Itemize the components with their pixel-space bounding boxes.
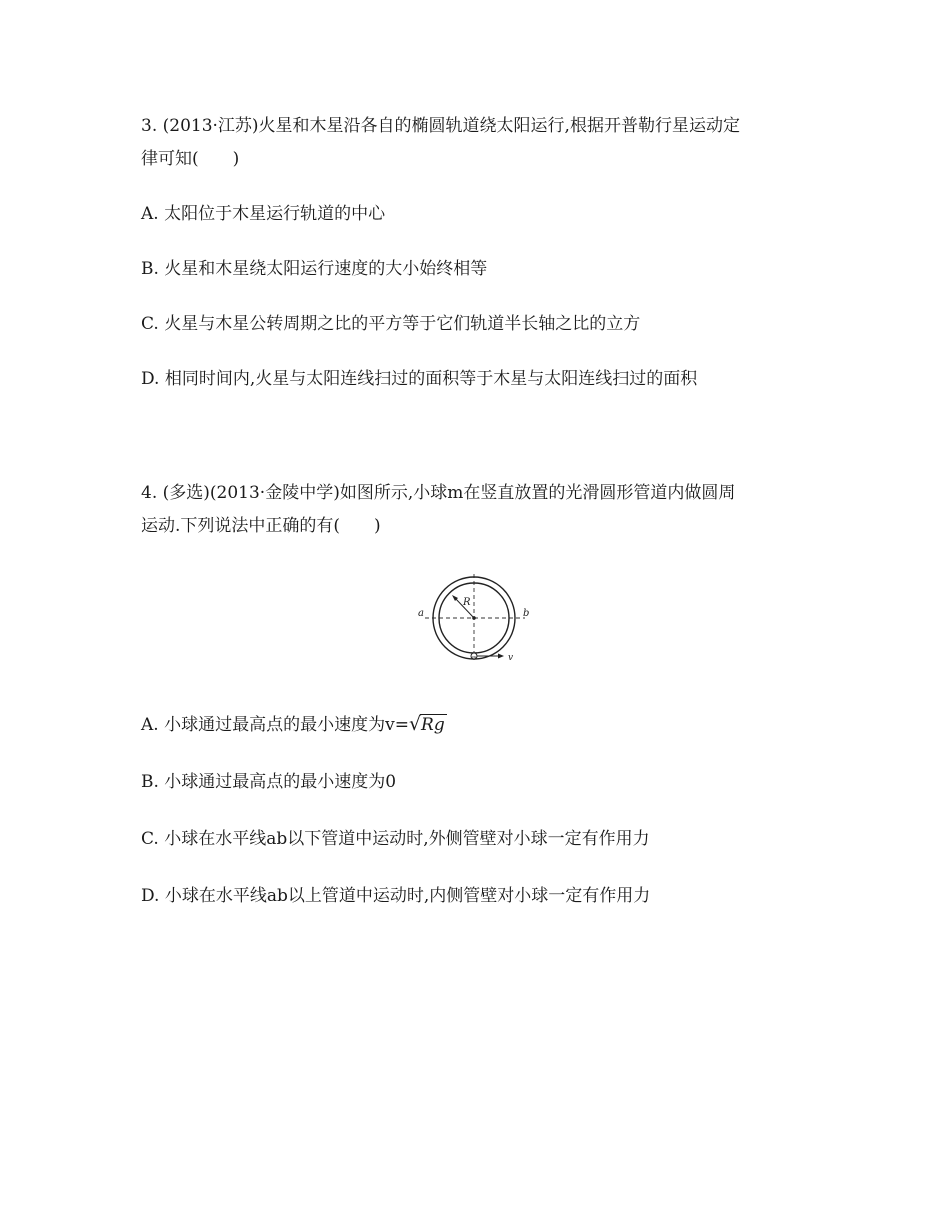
label-v: v	[508, 653, 514, 662]
q3-option-d: D. 相同时间内,火星与太阳连线扫过的面积等于木星与太阳连线扫过的面积	[141, 369, 698, 389]
q3-stem-line-1: 3. (2013·江苏)火星和木星沿各自的椭圆轨道绕太阳运行,根据开普勒行星运动定	[141, 116, 740, 136]
sqrt-expression	[409, 713, 447, 736]
label-R: R	[463, 597, 471, 608]
q3-option-b: B. 火星和木星绕太阳运行速度的大小始终相等	[141, 259, 488, 279]
q3-stem-line-2: 律可知( )	[141, 149, 240, 169]
q4-option-c: C. 小球在水平线ab以下管道中运动时,外侧管壁对小球一定有作用力	[141, 829, 650, 849]
q4-option-a	[141, 713, 447, 736]
circular-tube-diagram	[417, 572, 537, 662]
sqrt-argument: Rg	[421, 715, 445, 735]
q4-option-b: B. 小球通过最高点的最小速度为0	[141, 772, 397, 792]
velocity-arrowhead	[498, 654, 504, 659]
q3-option-a: A. 太阳位于木星运行轨道的中心	[141, 204, 386, 224]
q4-option-d: D. 小球在水平线ab以上管道中运动时,内侧管壁对小球一定有作用力	[141, 886, 651, 906]
radical-sign: √	[408, 713, 422, 735]
label-b: b	[523, 608, 530, 619]
q4-option-a-text: A. 小球通过最高点的最小速度为v=	[141, 715, 409, 735]
label-m: m	[472, 654, 476, 659]
q3-option-c: C. 火星与木星公转周期之比的平方等于它们轨道半长轴之比的立方	[141, 314, 641, 334]
label-a: a	[418, 608, 424, 619]
q4-stem-line-2: 运动.下列说法中正确的有( )	[141, 516, 381, 536]
q4-stem-line-1: 4. (多选)(2013·金陵中学)如图所示,小球m在竖直放置的光滑圆形管道内做圆周	[141, 483, 736, 503]
